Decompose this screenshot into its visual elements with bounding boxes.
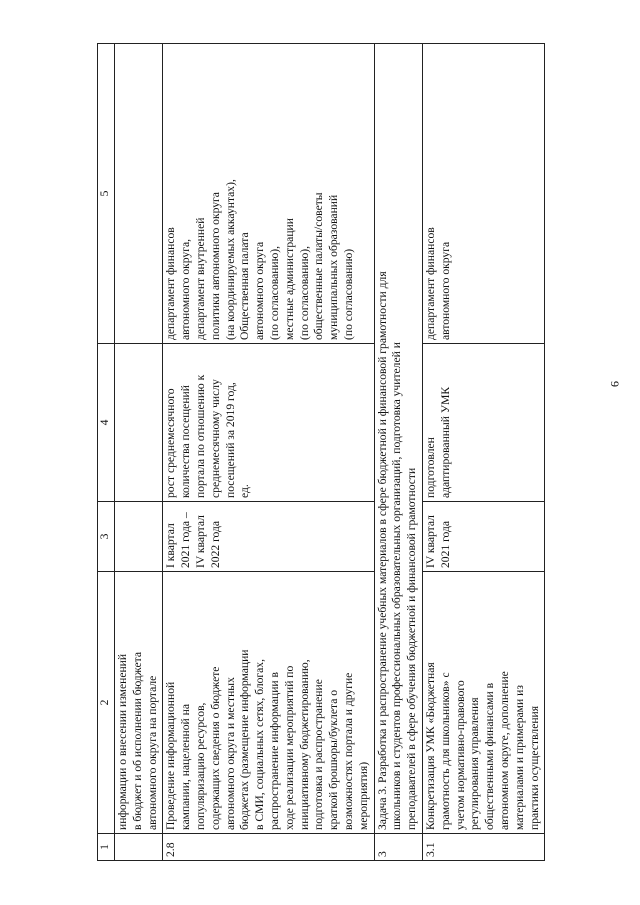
cell-text-line: политики автономного округа [208, 192, 222, 340]
activity-cell [163, 572, 374, 834]
cell-text-line: в СМИ, социальных сетях, блогах, [253, 658, 267, 830]
table-row [163, 44, 374, 861]
cell-text-line: учетом нормативно-правового [453, 680, 467, 830]
cell-text-line: ед. [238, 484, 252, 498]
cell-text-line: автономного округа [253, 241, 267, 340]
cell-text-line: местные администрации [282, 218, 296, 340]
responsible-cell [163, 44, 374, 344]
cell-text-line: подготовка и распространение [312, 679, 326, 830]
activity-cell [422, 572, 544, 834]
cell-text-line: преподавателей в сфере обучения бюджетной и финансовой грамотности [405, 467, 419, 830]
responsible-cell [115, 44, 163, 344]
cell-text-line: департамент финансов [423, 227, 437, 340]
cell-text-line: адаптированный УМК [438, 386, 452, 498]
cell-text-line: содержащих сведения о бюджете [208, 666, 222, 830]
cell-text-line: департамент внутренней [193, 217, 207, 340]
cell-text-line: автономного округа на портале [145, 675, 159, 830]
cell-text-line: в бюджет и об исполнении бюджета [130, 652, 144, 830]
column-number-header: 5 [98, 44, 115, 344]
rotated-page-content [97, 44, 545, 861]
table-row [422, 44, 544, 861]
cell-text-line: краткой брошюры/буклета о [327, 689, 341, 830]
cell-text-line: 2021 года – [179, 512, 193, 568]
cell-text-line: регулирования управления [468, 697, 482, 830]
cell-text-line: подготовлен [423, 437, 437, 498]
result-cell [115, 344, 163, 502]
result-cell [422, 344, 544, 502]
cell-text-line: общественными финансами в [483, 682, 497, 830]
cell-text-line: бюджетах (размещение информации [238, 649, 252, 830]
row-number: 2.8 [163, 834, 374, 861]
result-cell [163, 344, 374, 502]
cell-text-line: Конкретизация УМК «Бюджетная [423, 662, 437, 830]
cell-text-line: кампании, нацеленной на [179, 704, 193, 830]
column-number-header: 4 [98, 344, 115, 502]
cell-text-line: материалами и примерами из [512, 685, 526, 830]
cell-text-line: Общественная палата [238, 232, 252, 340]
cell-text-line: IV квартал [423, 515, 437, 568]
column-number-header: 2 [98, 572, 115, 834]
column-number-header: 3 [98, 502, 115, 572]
cell-text-line: автономном округе, дополнение [497, 671, 511, 830]
cell-text-line: 2021 года [438, 520, 452, 568]
cell-text-line: популяризацию ресурсов, [193, 702, 207, 830]
cell-text-line: практики осуществления [527, 705, 541, 830]
table-header-row [98, 44, 115, 861]
cell-text-line: среднемесячному числу [208, 379, 222, 498]
row-number: 3.1 [422, 834, 544, 861]
period-cell [115, 502, 163, 572]
cell-text-line: рост среднемесячного [164, 388, 178, 498]
period-cell [422, 502, 544, 572]
column-number-header: 1 [98, 834, 115, 861]
table-row [115, 44, 163, 861]
task-row [374, 44, 422, 861]
cell-text-line: автономного округа и местных [223, 677, 237, 830]
responsible-cell [422, 44, 544, 344]
row-number [115, 834, 163, 861]
cell-text-line: посещений за 2019 год, [223, 382, 237, 498]
cell-text-line: инициативному бюджетированию, [297, 659, 311, 830]
cell-text-line: Задача 3. Разработка и распространение учебных материалов в сфере бюджетной и финансовой грамотности для [375, 271, 389, 830]
cell-text-line: I квартал [164, 523, 178, 568]
cell-text-line: возможностях портала и другие [341, 672, 355, 830]
cell-text-line: (по согласованию), [297, 245, 311, 340]
cell-text-line: ходе реализации мероприятий по [282, 665, 296, 830]
cell-text-line: департамент финансов [164, 227, 178, 340]
cell-text-line: IV квартал [193, 515, 207, 568]
cell-text-line: муниципальных образований [327, 194, 341, 340]
cell-text-line: школьников и студентов профессиональных образовательных организаций, подготовка учителей и [390, 342, 404, 830]
activity-plan-table [97, 43, 545, 861]
activity-cell [115, 572, 163, 834]
page-number: 9 [608, 381, 622, 387]
period-cell [163, 502, 374, 572]
cell-text-line: (по согласованию), [267, 245, 281, 340]
cell-text-line: грамотность для школьников» с [438, 672, 452, 830]
cell-text-line: информации о внесении изменений [116, 653, 129, 830]
row-number: 3 [374, 834, 422, 861]
cell-text-line: (по согласованию) [341, 248, 355, 340]
cell-text-line: количества посещений [179, 385, 193, 498]
cell-text-line: распространение информации в [267, 671, 281, 830]
cell-text-line: (на координируемых аккаунтах), [223, 179, 237, 340]
task-description [374, 44, 422, 834]
cell-text-line: мероприятия) [356, 761, 370, 830]
cell-text-line: автономного округа, [179, 239, 193, 340]
cell-text-line: общественные палаты/советы [312, 192, 326, 340]
cell-text-line: портала по отношению к [193, 374, 207, 498]
cell-text-line: 2022 года [208, 520, 222, 568]
cell-text-line: Проведение информационной [164, 681, 178, 830]
cell-text-line: автономного округа [438, 241, 452, 340]
